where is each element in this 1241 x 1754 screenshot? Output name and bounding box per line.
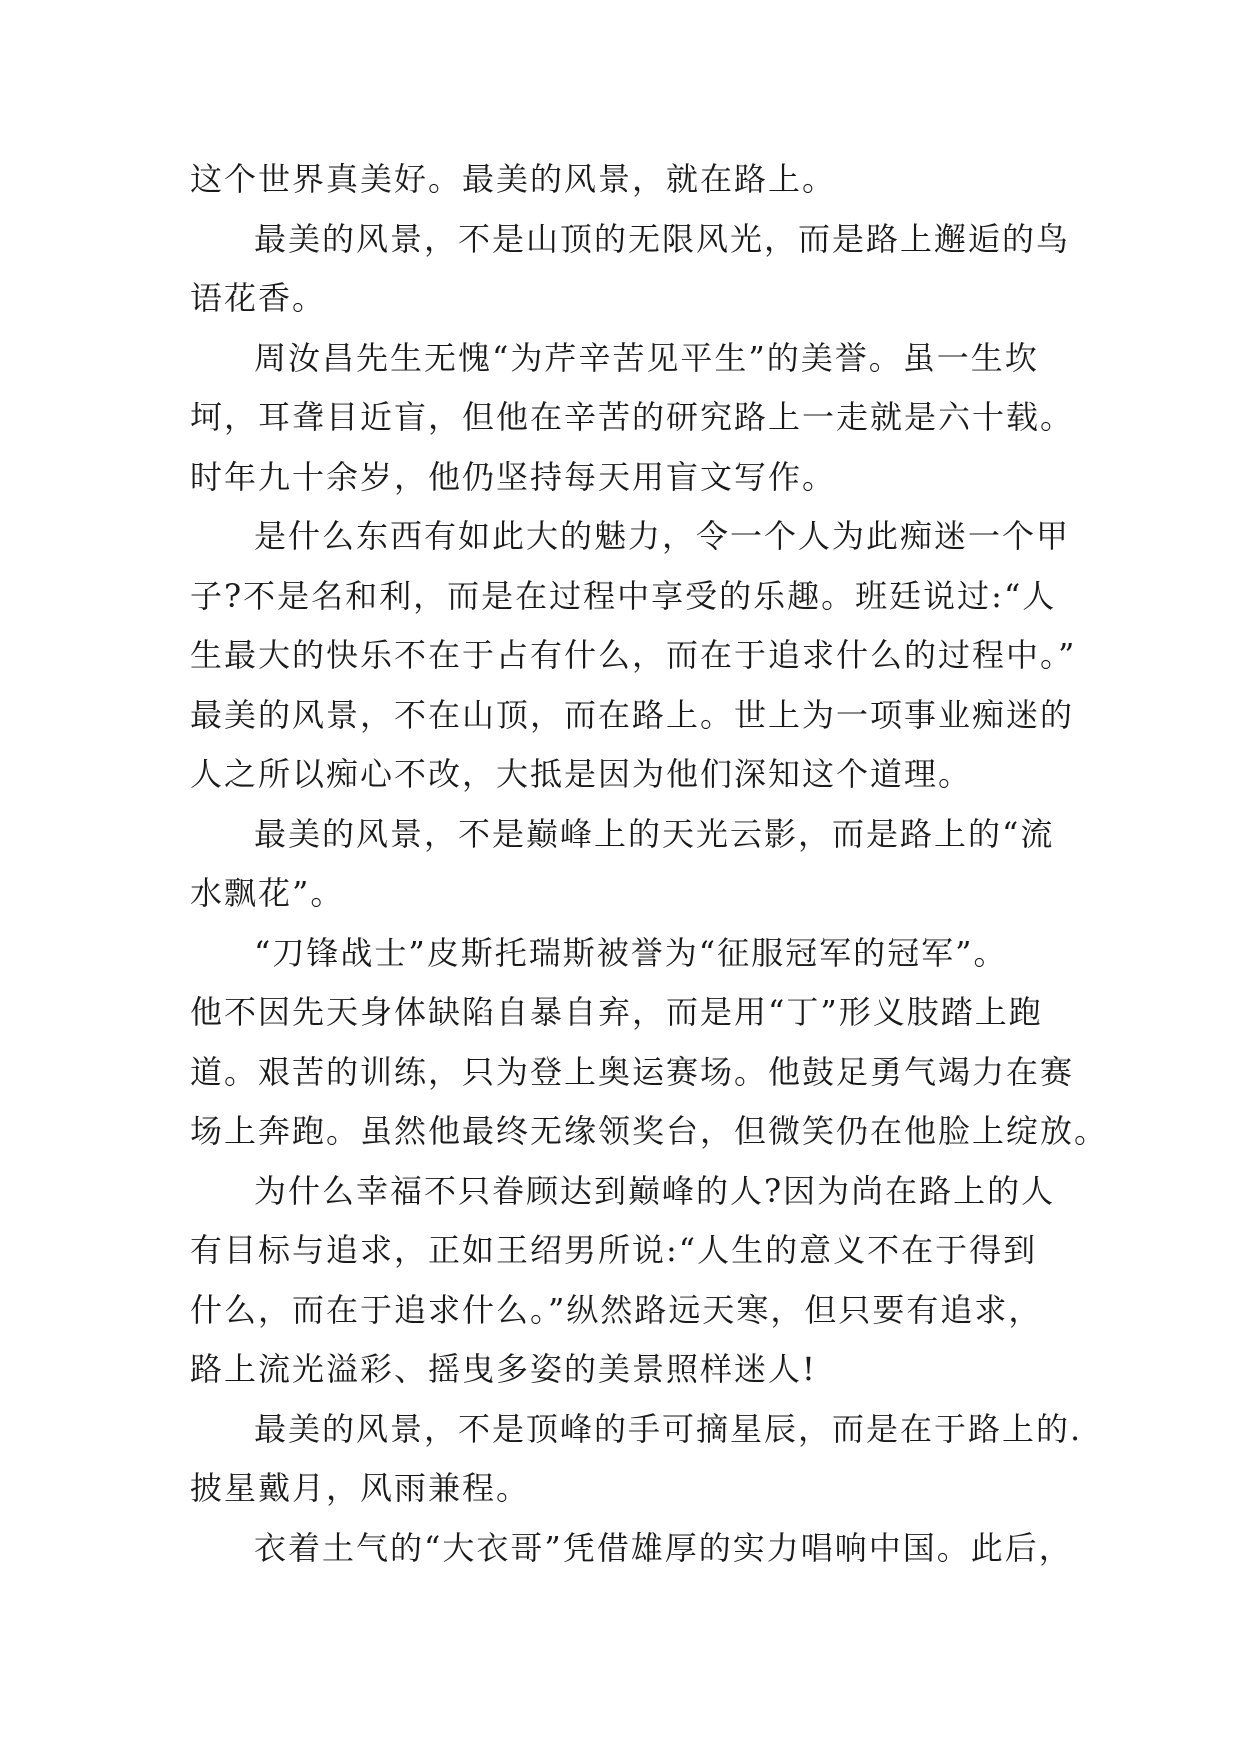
- essay-body: [190, 150, 1109, 1578]
- text-line: 他不因先天身体缺陷自暴自弃，而是用“丁”形义肢踏上跑: [190, 993, 1043, 1031]
- text-line: 时年九十余岁，他仍坚持每天用盲文写作。: [190, 457, 837, 496]
- text-line: 衣着土气的“大衣哥”凭借雄厚的实力唱响中国。此后，: [254, 1528, 1073, 1567]
- text-line: 坷，耳聋目近盲，但他在辛苦的研究路上一走就是六十载。: [190, 398, 1075, 436]
- text-line: 最美的风景，不在山顶，而在路上。世上为一项事业痴迷的: [190, 695, 1075, 734]
- text-line: 披星戴月，风雨兼程。: [190, 1469, 531, 1507]
- text-line: 路上流光溢彩、摇曳多姿的美景照样迷人!: [190, 1350, 817, 1388]
- text-line: 什么，而在于追求什么。”纵然路远天寒，但只要有追求，: [190, 1290, 1043, 1329]
- text-line: 道。艰苦的训练，只为登上奥运赛场。他鼓足勇气竭力在赛: [190, 1052, 1075, 1091]
- text-line: 最美的风景，不是顶峰的手可摘星辰，而是在于路上的.: [254, 1409, 1083, 1448]
- text-line: 水飘花”。: [190, 874, 345, 912]
- text-line: 生最大的快乐不在于占有什么，而在于追求什么的过程中。”: [190, 636, 1077, 674]
- text-line: 周汝昌先生无愧“为芹辛苦见平生”的美誉。虽一生坎: [254, 338, 1039, 377]
- text-line: 语花香。: [190, 279, 327, 317]
- text-line: 是什么东西有如此大的魅力，令一个人为此痴迷一个甲: [254, 517, 1071, 555]
- text-line: 最美的风景，不是巅峰上的天光云影，而是路上的“流: [254, 814, 1055, 853]
- text-line: 最美的风景，不是山顶的无限风光，而是路上邂逅的鸟: [254, 219, 1071, 258]
- text-line: “刀锋战士”皮斯托瑞斯被誉为“征服冠军的冠军”。: [254, 933, 1008, 972]
- text-line: 子?不是名和利，而是在过程中享受的乐趣。班廷说过:“人: [190, 576, 1057, 615]
- text-line: 为什么幸福不只眷顾达到巅峰的人?因为尚在路上的人: [254, 1171, 1056, 1210]
- text-line: 有目标与追求，正如王绍男所说:“人生的意义不在于得到: [190, 1231, 1038, 1269]
- text-line: 人之所以痴心不改，大抵是因为他们深知这个道理。: [190, 755, 973, 793]
- text-line: 这个世界真美好。最美的风景，就在路上。: [190, 160, 837, 198]
- text-line: 场上奔跑。虽然他最终无缘领奖台，但微笑仍在他脸上绽放。: [190, 1112, 1109, 1150]
